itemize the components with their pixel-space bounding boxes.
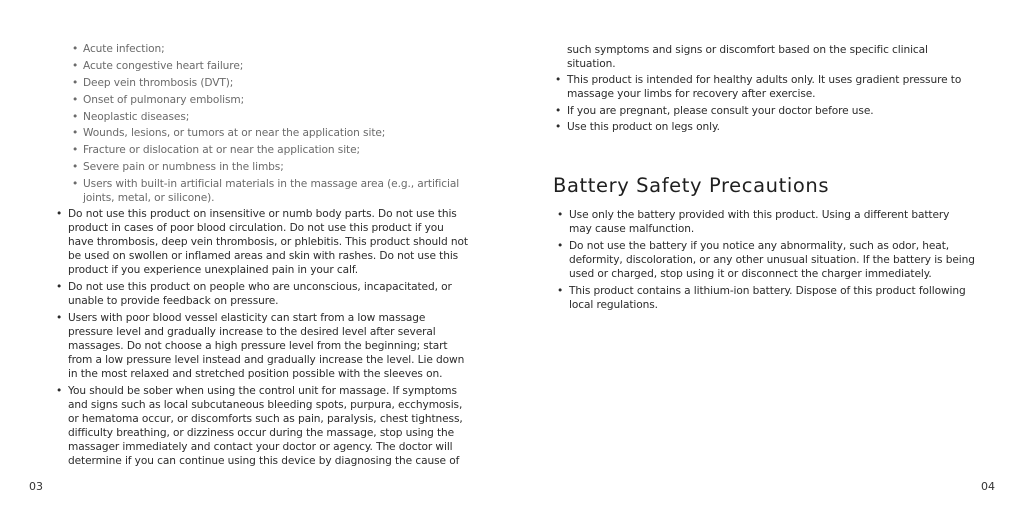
bullet-icon: •	[72, 144, 79, 157]
list-item-text: Acute congestive heart failure;	[83, 59, 244, 72]
bullet-icon: •	[72, 127, 79, 140]
list-item-text: If you are pregnant, please consult your doctor before use.	[567, 104, 874, 117]
list-item	[557, 284, 975, 312]
list-item-text: Do not use this product on people who are unconscious, incapacitated, or unable to provide feedback on pressure.	[68, 281, 452, 308]
list-item	[72, 59, 472, 73]
list-item-text: Onset of pulmonary embolism;	[83, 93, 245, 106]
bullet-icon: •	[555, 74, 562, 86]
list-item	[557, 239, 975, 281]
list-item	[72, 143, 472, 157]
list-item	[56, 280, 468, 308]
list-item-text: This product is intended for healthy adults only. It uses gradient pressure to massage your limbs for recovery after exercise.	[567, 74, 962, 101]
list-item-text: Deep vein thrombosis (DVT);	[83, 76, 234, 89]
list-item-text: Do not use this product on insensitive or numb body parts. Do not use this product in cases of poor blood circulation. Do not use this product if you have thrombosis, deep vein thrombosis, or phlebitis. This product should not be used on swollen or inflamed areas and skin with rashes. Do not use this product if you experience unexplained pain in your calf.	[68, 208, 468, 277]
bullet-icon: •	[557, 239, 564, 252]
list-item	[72, 110, 472, 124]
list-item-text: Users with poor blood vessel elasticity can start from a low massage pressure level and gradually increase to the desired level after several massages. Do not choose a high pressure level from the beginning; start from a low pressure level instead and gradually increase the level. Lie down in the most relaxed and stretched position possible with the sleeves on.	[68, 311, 465, 381]
battery-precautions-list	[557, 208, 975, 314]
page-number: 04	[981, 480, 995, 493]
list-item-text: Fracture or dislocation at or near the application site;	[83, 144, 360, 157]
bullet-icon: •	[557, 284, 564, 297]
bullet-icon: •	[72, 178, 79, 191]
bullet-icon: •	[72, 110, 79, 123]
list-item-text: Use only the battery provided with this product. Using a different battery may cause malfunction.	[569, 209, 950, 236]
list-item-text: Use this product on legs only.	[567, 121, 720, 134]
page-number: 03	[29, 480, 43, 493]
list-item	[72, 42, 472, 56]
list-item-text: This product contains a lithium-ion battery. Dispose of this product following local regulations.	[569, 284, 966, 311]
list-item	[56, 207, 468, 277]
contraindication-sublist	[72, 42, 472, 208]
list-item	[72, 93, 472, 107]
list-item-text: You should be sober when using the control unit for massage. If symptoms and signs such as local subcutaneous bleeding spots, purpura, ecchymosis, or hematoma occur, or discomforts such as pain, paralysis, chest tightness, difficulty breathing, or dizziness occur during the massage, stop using the massager immediately and contact your doctor or agency. The doctor will determine if you can continue using this device by diagnosing the cause of	[68, 384, 463, 468]
list-item-text: Wounds, lesions, or tumors at or near the application site;	[83, 127, 386, 140]
usage-list	[555, 73, 967, 137]
list-item	[72, 126, 472, 140]
bullet-icon: •	[555, 104, 562, 117]
list-item	[555, 73, 967, 101]
bullet-icon: •	[555, 121, 562, 134]
continued-paragraph: such symptoms and signs or discomfort based on the specific clinical situation.	[567, 44, 928, 71]
bullet-icon: •	[72, 59, 79, 72]
bullet-icon: •	[72, 93, 79, 106]
list-item-text: Neoplastic diseases;	[83, 110, 190, 123]
bullet-icon: •	[56, 311, 63, 324]
list-item	[56, 311, 468, 381]
list-item	[72, 160, 472, 174]
precaution-list	[56, 207, 468, 471]
list-item	[557, 208, 975, 236]
list-item-text: Do not use the battery if you notice any abnormality, such as odor, heat, deformity, discoloration, or any other unusual situation. If the battery is being used or charged, stop using it or disconnect the charger immediately.	[569, 239, 975, 280]
list-item-text: Acute infection;	[83, 43, 165, 55]
bullet-icon: •	[56, 208, 63, 220]
list-item	[72, 76, 472, 90]
bullet-icon: •	[56, 384, 63, 397]
bullet-icon: •	[72, 43, 79, 55]
section-heading: Battery Safety Precautions	[553, 174, 830, 197]
bullet-icon: •	[56, 281, 63, 294]
list-item	[555, 120, 967, 134]
list-item	[72, 177, 472, 205]
list-item-text: Severe pain or numbness in the limbs;	[83, 161, 284, 174]
list-item	[56, 384, 468, 469]
bullet-icon: •	[557, 209, 564, 221]
bullet-icon: •	[72, 161, 79, 174]
list-item-text: Users with built-in artificial materials in the massage area (e.g., artificial joints, metal, or silicone).	[83, 178, 460, 205]
bullet-icon: •	[72, 76, 79, 89]
list-item	[555, 104, 967, 118]
